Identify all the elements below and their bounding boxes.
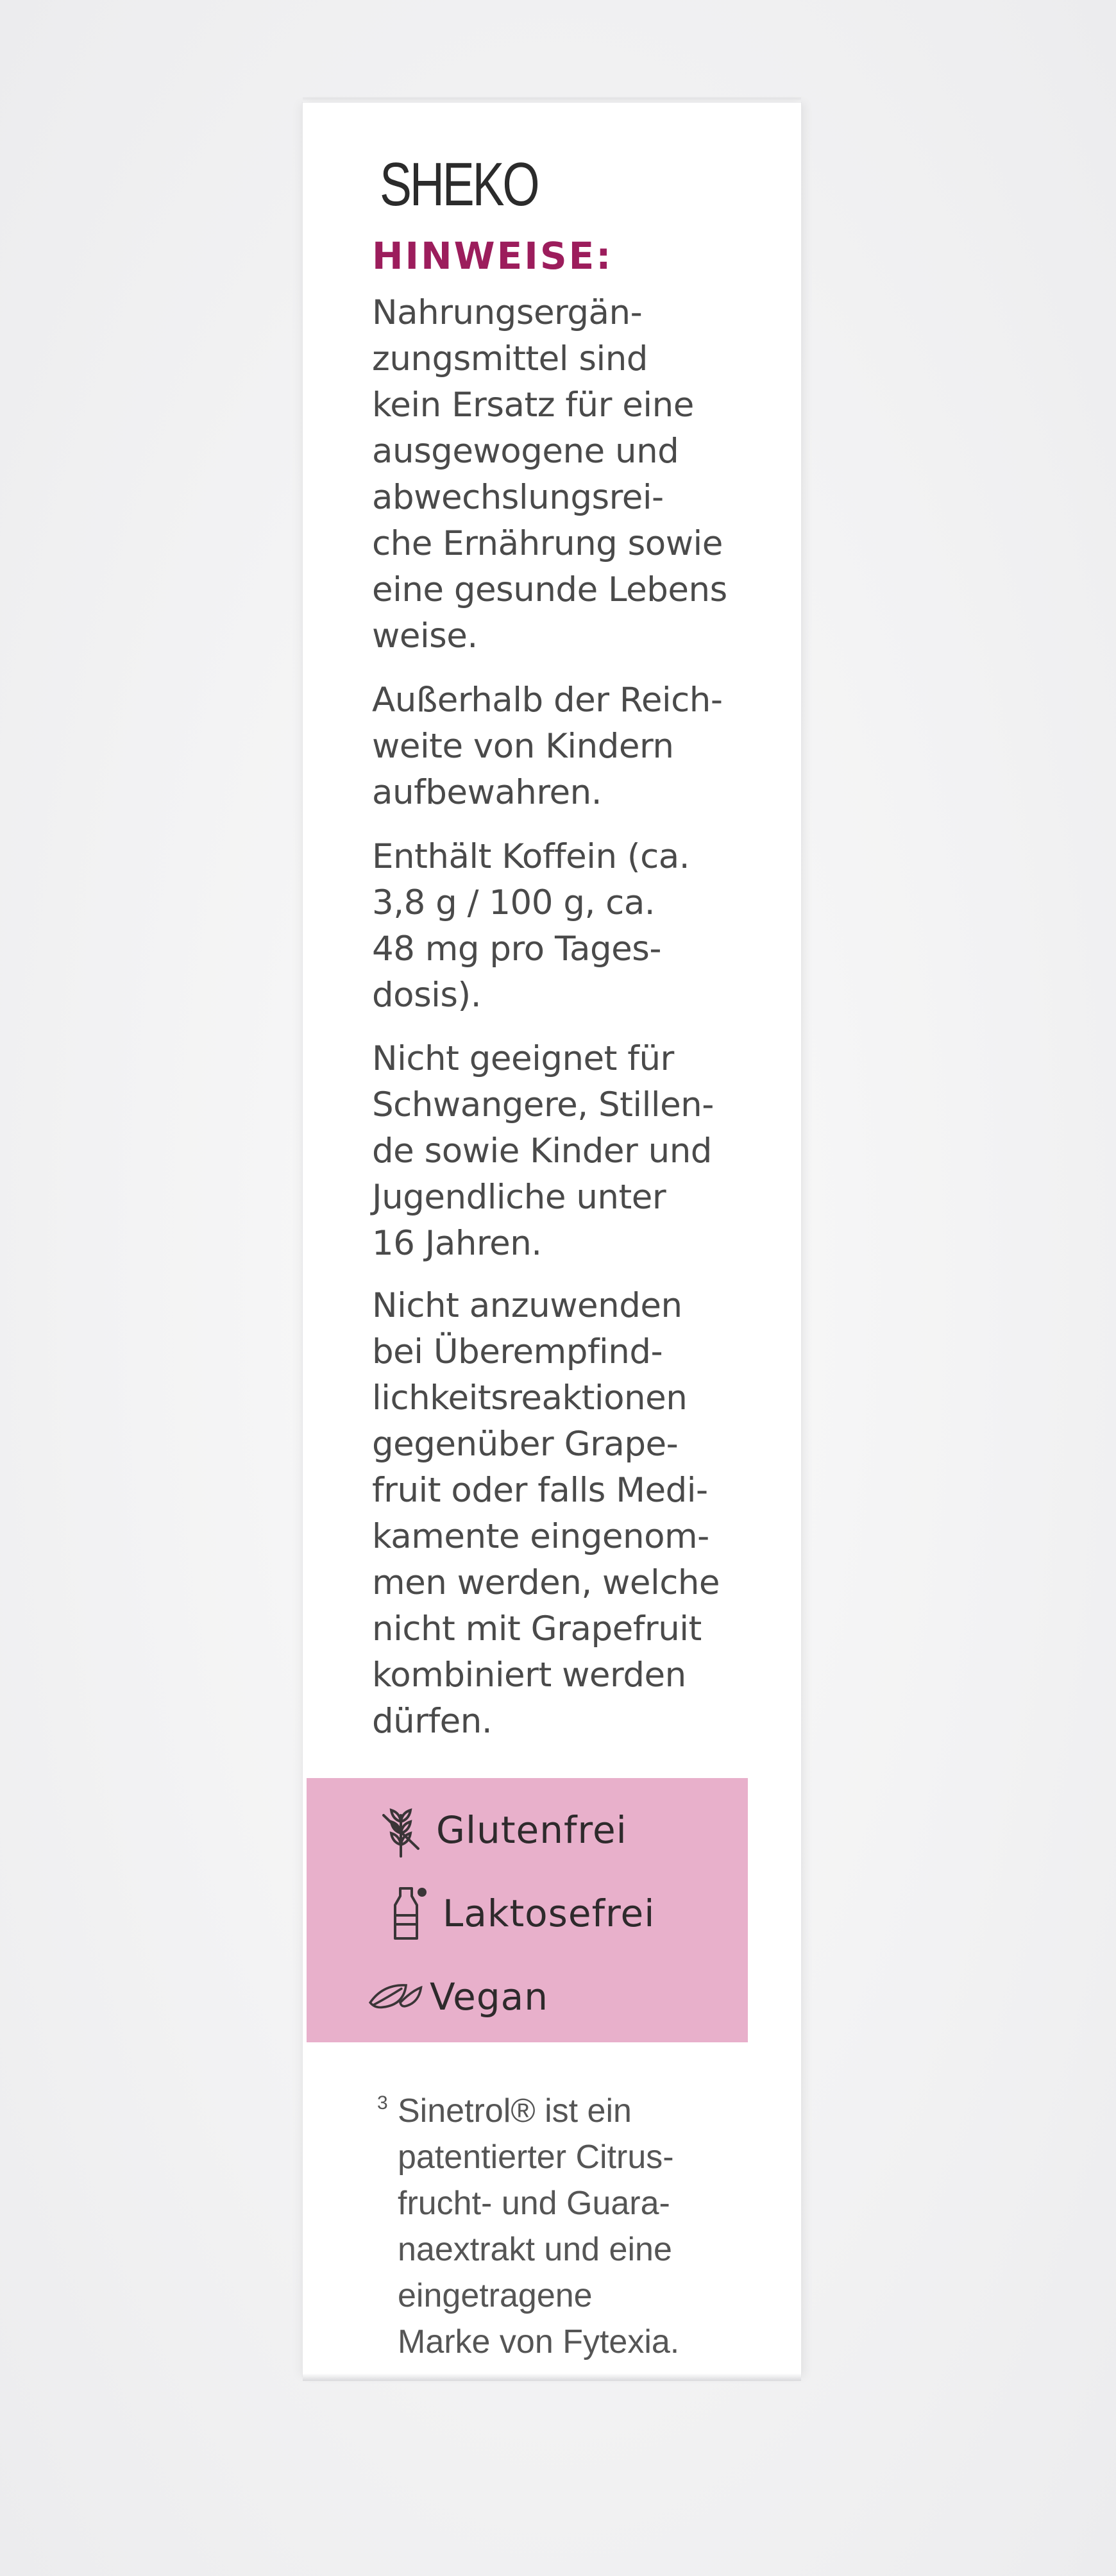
badge-gluten-free bbox=[372, 1801, 627, 1859]
paragraph-contraindication: Nicht anzuwenden bei Überempfind- lichkeitsreaktionen gegenüber Grape- fruit oder falls Medi- kamente eingenom- men werden, welche nicht mit Grapefruit kombiniert werden dürfen. bbox=[372, 1286, 720, 1741]
wheat-icon bbox=[372, 1801, 430, 1859]
paragraph-supplement-notice: Nahrungsergän- zungsmittel sind kein Ersatz für eine ausgewogene und abwechslungsrei- che Ernährung sowie eine gesunde Lebens weise. bbox=[372, 293, 727, 656]
brand-logo: SHEKO bbox=[380, 150, 538, 219]
leaf-icon bbox=[366, 1968, 423, 2026]
badge-lactose-free bbox=[378, 1885, 655, 1942]
paragraph-caffeine: Enthält Koffein (ca. 3,8 g / 100 g, ca. 48 mg pro Tages- dosis). bbox=[372, 837, 690, 1015]
footnote-marker: 3 bbox=[377, 2092, 388, 2114]
package-bottom-edge bbox=[303, 2373, 801, 2381]
notes-heading: HINWEISE: bbox=[372, 234, 613, 278]
footnote-sinetrol: Sinetrol® ist ein patentierter Citrus- frucht- und Guara- naextrakt und eine eingetragene Marke von Fytexia. bbox=[398, 2092, 680, 2360]
badge-label-vegan: Vegan bbox=[430, 1975, 548, 2019]
paragraph-not-suitable: Nicht geeignet für Schwangere, Stillen- de sowie Kinder und Jugendliche unter 16 Jahren. bbox=[372, 1039, 714, 1263]
badge-label-lactose-free: Laktosefrei bbox=[443, 1892, 655, 1935]
paragraph-keep-away-children: Außerhalb der Reich- weite von Kindern aufbewahren. bbox=[372, 681, 723, 812]
badge-label-gluten-free: Glutenfrei bbox=[436, 1808, 627, 1852]
badge-vegan bbox=[366, 1968, 548, 2026]
milk-bottle-icon bbox=[378, 1885, 436, 1942]
